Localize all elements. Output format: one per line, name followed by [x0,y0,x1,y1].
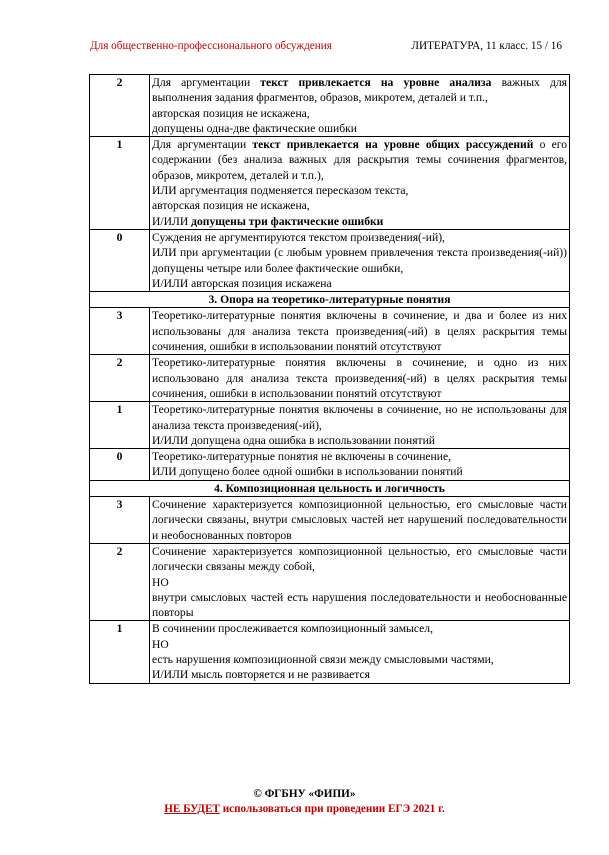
text-run: И/ИЛИ допущена одна ошибка в использовании понятий [152,433,436,447]
description-line [152,402,567,433]
criteria-row [90,402,570,449]
bold-text: допущены три фактические ошибки [191,214,384,228]
description-line [152,652,567,667]
text-run: Для аргументации [152,138,253,152]
description-line [152,308,567,354]
text-run: допущены одна-две фактические ошибки [152,121,357,135]
description-line [152,575,567,590]
description-line [152,75,567,106]
score-cell: 3 [90,308,150,355]
section-heading: 4. Композиционная цельность и логичность [90,480,570,496]
description-line [152,464,567,479]
text-run: ИЛИ аргументация подменяется пересказом текста, [152,184,409,198]
description-line [152,497,567,543]
text-run: Сочинение характеризуется композиционной цельностью, его смысловые части логически связаны между собой, [152,544,567,574]
description-cell [150,449,570,481]
text-run: ИЛИ при аргументации (с любым уровнем привлечения текста произведения(-ий)) допущены четыре или более фактические ошибки, [152,246,567,275]
section-heading: 3. Опора на теоретико-литературные понятия [90,292,570,308]
page-footer [0,787,609,817]
text-run: авторская позиция не искажена, [152,199,310,213]
section-row [90,292,570,308]
text-run: важных для выполнения задания фрагментов, образов, микротем, деталей и т.п., [152,76,567,105]
description-line [152,621,567,636]
description-line [152,667,567,682]
description-cell [150,543,570,620]
criteria-row [90,497,570,544]
text-run: НО [152,637,169,651]
description-line [152,433,567,448]
score-cell: 2 [90,355,150,402]
description-cell [150,402,570,449]
description-cell [150,229,570,291]
description-cell [150,355,570,402]
header-left-text: Для общественно-профессионального обсуждения [90,40,332,52]
text-run: Для аргументации [152,76,261,89]
score-cell: 0 [90,229,150,291]
text-run: НО [152,575,169,589]
score-cell: 1 [90,402,150,449]
bold-text: текст привлекается на уровне анализа [260,76,492,89]
score-cell: 2 [90,75,150,137]
criteria-table-body [90,75,570,684]
criteria-table [89,74,570,684]
description-line [152,276,567,291]
score-cell: 1 [90,621,150,683]
description-cell [150,308,570,355]
score-cell: 0 [90,449,150,481]
text-run: Теоретико-литературные понятия не включены в сочинение, [152,450,452,464]
criteria-row [90,621,570,683]
bold-text: текст привлекается на уровне общих рассуждений [252,138,534,152]
text-run: о его содержании (без анализа важных для раскрытия темы сочинения фрагментов, образов, микротем, деталей и т.п.), [152,138,567,182]
description-line [152,137,567,183]
description-cell [150,75,570,137]
description-cell [150,497,570,544]
description-cell [150,137,570,230]
criteria-row [90,229,570,291]
text-run: Сочинение характеризуется композиционной цельностью, его смысловые части логически связаны, внутри смысловых частей нет нарушений последовательности и необоснованных повторов [152,498,567,542]
page-header [90,40,562,56]
description-line [152,637,567,652]
notice-text [0,802,609,817]
description-line [152,106,567,121]
score-cell: 3 [90,497,150,544]
description-line [152,245,567,276]
copyright-text: © ФГБНУ «ФИПИ» [253,788,356,800]
criteria-row [90,308,570,355]
text-run: Теоретико-литературные понятия включены в сочинение, но не использованы для анализа текста произведения(-ий), [152,403,567,432]
score-cell: 1 [90,137,150,230]
text-run: ИЛИ допущено более одной ошибки в использовании понятий [152,465,463,479]
text-run: внутри смысловых частей есть нарушения последовательности и необоснованные повторы [152,590,567,620]
description-line [152,590,567,621]
criteria-row [90,355,570,402]
criteria-row [90,75,570,137]
description-line [152,183,567,198]
criteria-row [90,449,570,481]
text-run: авторская позиция не искажена, [152,106,310,120]
description-line [152,121,567,136]
description-line [152,544,567,575]
description-line [152,214,567,229]
description-cell [150,621,570,683]
section-row [90,480,570,496]
text-run: И/ИЛИ мысль повторяется и не развивается [152,668,370,682]
description-line [152,355,567,401]
text-run: есть нарушения композиционной связи между смысловыми частями, [152,652,494,666]
criteria-row [90,543,570,620]
text-run: Суждения не аргументируются текстом произведения(-ий), [152,230,445,244]
text-run: И/ИЛИ авторская позиция искажена [152,276,332,290]
text-run: Теоретико-литературные понятия включены в сочинение, и одно из них использовано для анализа текста произведения(-ий) в целях раскрытия темы сочинения, ошибки в использовании понятий отсутствуют [152,356,567,400]
description-line [152,230,567,245]
description-line [152,198,567,213]
notice-rest: использоваться при проведении ЕГЭ 2021 г. [219,803,445,815]
text-run: Теоретико-литературные понятия включены в сочинение, и два и более из них использованы для анализа текста произведения(-ий) в целях раскрытия темы сочинения, ошибки в использовании понятий отсутствуют [152,309,567,354]
criteria-row [90,137,570,230]
description-line [152,449,567,464]
header-right-text: ЛИТЕРАТУРА, 11 класс. 15 / 16 [411,40,562,52]
text-run: И/ИЛИ [152,214,192,228]
score-cell: 2 [90,543,150,620]
notice-underlined: НЕ БУДЕТ [164,803,220,815]
text-run: В сочинении прослеживается композиционный замысел, [152,622,433,636]
